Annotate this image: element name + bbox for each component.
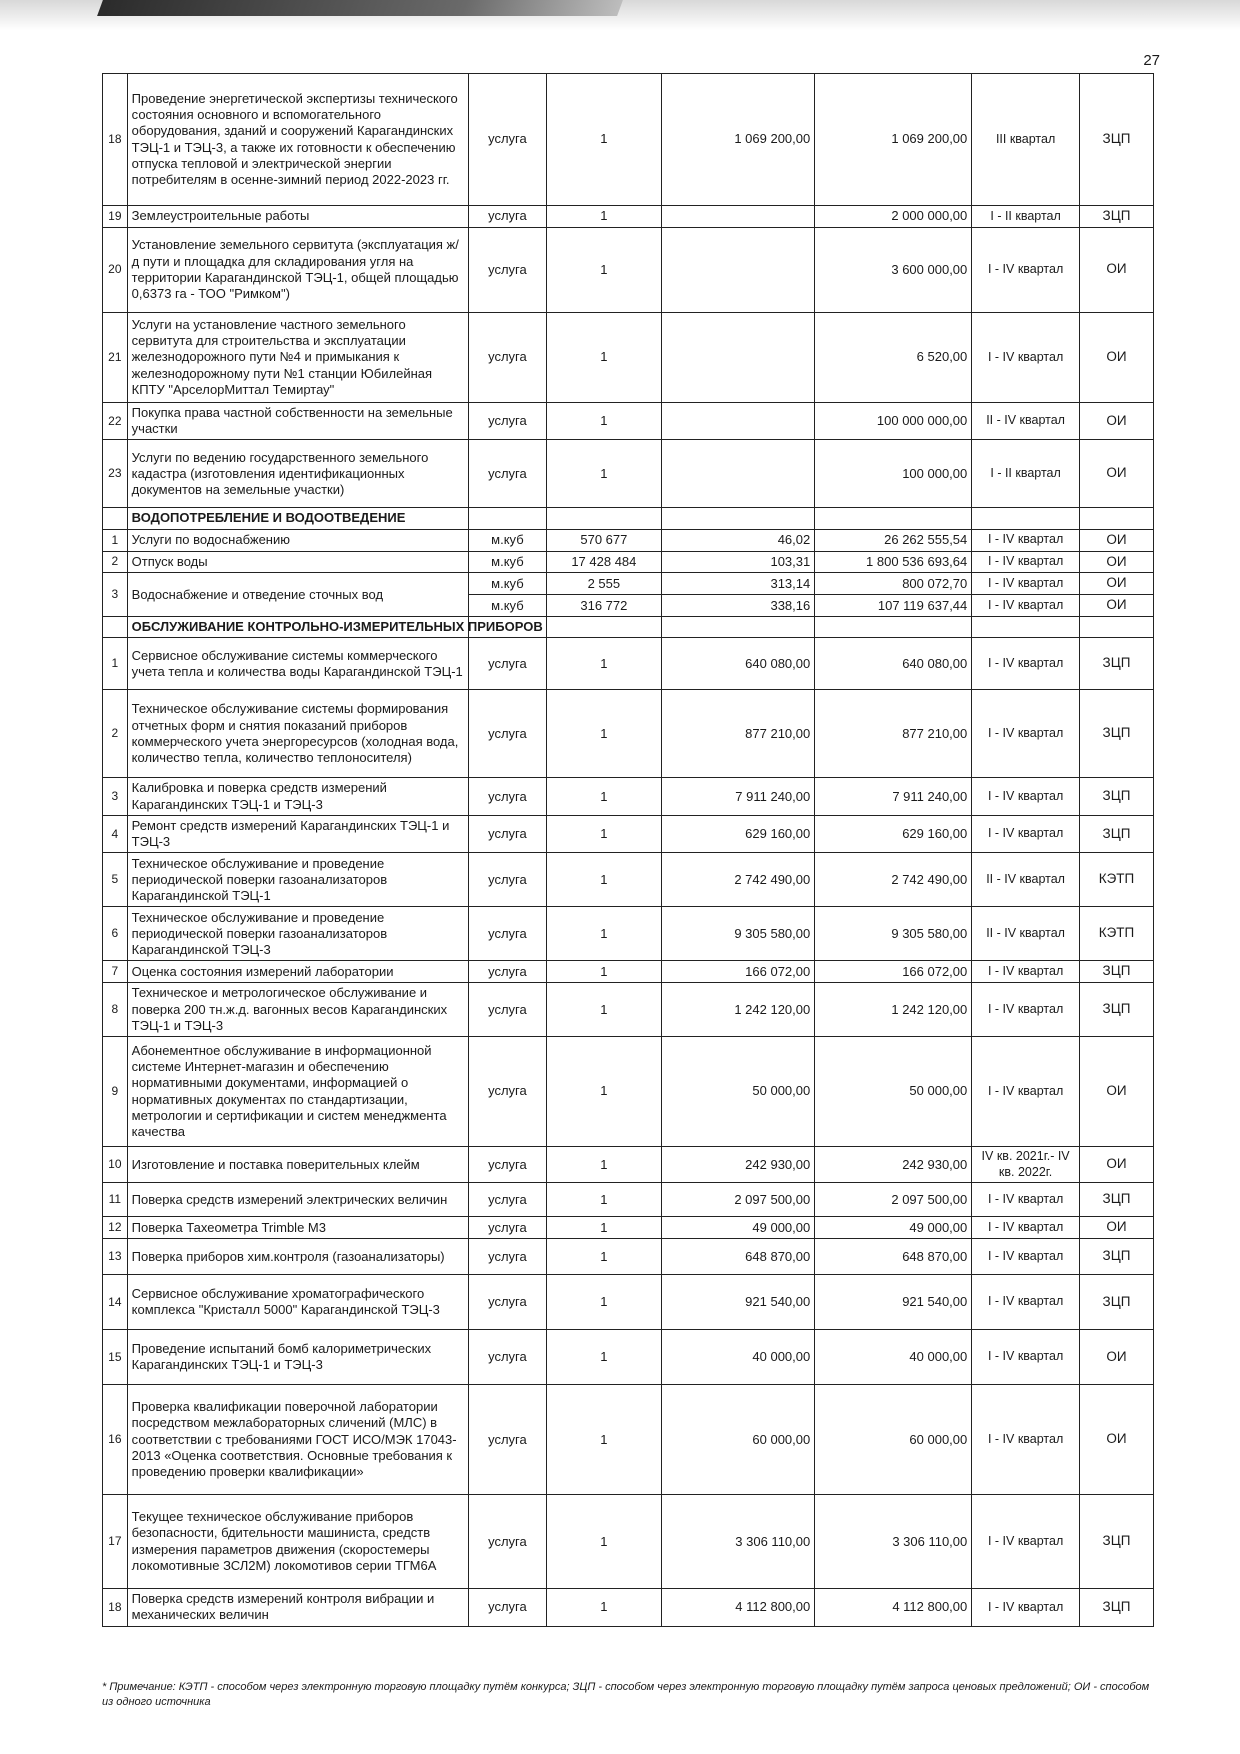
table-row — [103, 853, 1154, 907]
row-period: II - IV квартал — [972, 907, 1080, 961]
row-number: 5 — [103, 853, 128, 907]
row-total: 6 520,00 — [815, 312, 972, 402]
row-quantity: 1 — [547, 1239, 661, 1275]
row-method: ЗЦП — [1079, 1495, 1153, 1589]
row-method: ОИ — [1079, 529, 1153, 551]
row-total: 648 870,00 — [815, 1239, 972, 1275]
row-period: I - IV квартал — [972, 573, 1080, 595]
row-period: I - IV квартал — [972, 1589, 1080, 1627]
row-unit: услуга — [468, 206, 547, 228]
row-quantity: 1 — [547, 815, 661, 853]
row-total: 40 000,00 — [815, 1330, 972, 1385]
row-number: 11 — [103, 1183, 128, 1217]
row-number: 23 — [103, 440, 128, 508]
row-period: I - IV квартал — [972, 1495, 1080, 1589]
row-period: I - IV квартал — [972, 529, 1080, 551]
row-total: 1 069 200,00 — [815, 74, 972, 206]
row-total: 166 072,00 — [815, 961, 972, 983]
row-unit: услуга — [468, 1495, 547, 1589]
row-number: 18 — [103, 1589, 128, 1627]
row-price: 1 242 120,00 — [661, 983, 815, 1037]
row-description: Поверка приборов хим.контроля (газоанализаторы) — [127, 1239, 468, 1275]
row-price: 921 540,00 — [661, 1275, 815, 1330]
row-quantity: 1 — [547, 206, 661, 228]
table-row — [103, 1037, 1154, 1147]
row-price: 1 069 200,00 — [661, 74, 815, 206]
row-unit: услуга — [468, 402, 547, 440]
row-method: ЗЦП — [1079, 206, 1153, 228]
row-quantity: 1 — [547, 312, 661, 402]
table-row — [103, 1147, 1154, 1183]
section-title: ОБСЛУЖИВАНИЕ КОНТРОЛЬНО-ИЗМЕРИТЕЛЬНЫХ ПРИБОРОВ — [127, 617, 468, 638]
row-method: ОИ — [1079, 1385, 1153, 1495]
row-price — [661, 206, 815, 228]
row-period: I - IV квартал — [972, 638, 1080, 690]
row-total: 640 080,00 — [815, 638, 972, 690]
row-number: 3 — [103, 573, 128, 617]
row-price: 4 112 800,00 — [661, 1589, 815, 1627]
row-quantity: 1 — [547, 227, 661, 312]
row-unit: услуга — [468, 815, 547, 853]
row-quantity: 1 — [547, 983, 661, 1037]
row-method: КЭТП — [1079, 907, 1153, 961]
row-unit: услуга — [468, 1239, 547, 1275]
table-row — [103, 983, 1154, 1037]
row-method: ОИ — [1079, 1330, 1153, 1385]
row-unit: услуга — [468, 983, 547, 1037]
row-quantity: 1 — [547, 778, 661, 816]
row-number: 12 — [103, 1217, 128, 1239]
row-unit: услуга — [468, 1275, 547, 1330]
table-row — [103, 1217, 1154, 1239]
row-price — [661, 402, 815, 440]
row-method: ЗЦП — [1079, 961, 1153, 983]
row-total: 4 112 800,00 — [815, 1589, 972, 1627]
row-number: 20 — [103, 227, 128, 312]
row-quantity: 1 — [547, 74, 661, 206]
table-row — [103, 551, 1154, 573]
row-description: Абонементное обслуживание в информационной системе Интернет-магазин и обеспечению нормативными документами, информацией о нормативных документах по стандартизации, метрологии и сертификации и систем менеджмента качества — [127, 1037, 468, 1147]
row-description: Поверка Тахеометра Trimble M3 — [127, 1217, 468, 1239]
row-total: 7 911 240,00 — [815, 778, 972, 816]
row-period: I - IV квартал — [972, 778, 1080, 816]
row-price: 9 305 580,00 — [661, 907, 815, 961]
row-quantity: 1 — [547, 1589, 661, 1627]
row-period: I - IV квартал — [972, 551, 1080, 573]
row-description: Сервисное обслуживание хроматографического комплекса "Кристалл 5000" Карагандинской ТЭЦ-3 — [127, 1275, 468, 1330]
row-number: 8 — [103, 983, 128, 1037]
row-method: ОИ — [1079, 440, 1153, 508]
row-quantity: 1 — [547, 402, 661, 440]
row-number: 1 — [103, 529, 128, 551]
table-row — [103, 312, 1154, 402]
table-row — [103, 206, 1154, 228]
row-quantity: 1 — [547, 1147, 661, 1183]
row-price: 629 160,00 — [661, 815, 815, 853]
row-total: 100 000,00 — [815, 440, 972, 508]
row-price: 60 000,00 — [661, 1385, 815, 1495]
row-description: Услуги на установление частного земельного сервитута для строительства и эксплуатации железнодорожного пути №4 и примыкания к железнодорожному пути №1 станции Юбилейная КПТУ "АрселорМиттал Темиртау" — [127, 312, 468, 402]
row-description: Техническое обслуживание и проведение периодической поверки газоанализаторов Карагандинской ТЭЦ-1 — [127, 853, 468, 907]
row-period: I - IV квартал — [972, 595, 1080, 617]
row-period: I - IV квартал — [972, 227, 1080, 312]
row-quantity: 1 — [547, 1183, 661, 1217]
row-number: 3 — [103, 778, 128, 816]
row-description: Изготовление и поставка поверительных клейм — [127, 1147, 468, 1183]
row-method: ЗЦП — [1079, 690, 1153, 778]
row-total: 921 540,00 — [815, 1275, 972, 1330]
table-row — [103, 778, 1154, 816]
row-quantity: 1 — [547, 1330, 661, 1385]
row-method: ОИ — [1079, 1147, 1153, 1183]
row-number: 18 — [103, 74, 128, 206]
row-number: 4 — [103, 815, 128, 853]
row-unit: услуга — [468, 440, 547, 508]
row-total: 107 119 637,44 — [815, 595, 972, 617]
row-method: ОИ — [1079, 227, 1153, 312]
table-row — [103, 1275, 1154, 1330]
row-quantity: 1 — [547, 1217, 661, 1239]
row-unit: услуга — [468, 1147, 547, 1183]
row-price: 50 000,00 — [661, 1037, 815, 1147]
row-price — [661, 227, 815, 312]
row-total: 1 800 536 693,64 — [815, 551, 972, 573]
procurement-table — [102, 73, 1154, 1627]
table-row — [103, 815, 1154, 853]
row-unit: услуга — [468, 1385, 547, 1495]
table-row — [103, 529, 1154, 551]
row-price: 103,31 — [661, 551, 815, 573]
row-description: Техническое обслуживание и проведение периодической поверки газоанализаторов Карагандинской ТЭЦ-3 — [127, 907, 468, 961]
row-period: III квартал — [972, 74, 1080, 206]
row-total: 877 210,00 — [815, 690, 972, 778]
row-quantity: 1 — [547, 638, 661, 690]
table-row — [103, 573, 1154, 595]
table-row — [103, 74, 1154, 206]
row-unit: услуга — [468, 312, 547, 402]
row-number: 2 — [103, 690, 128, 778]
row-quantity: 17 428 484 — [547, 551, 661, 573]
row-quantity: 1 — [547, 440, 661, 508]
row-unit: услуга — [468, 778, 547, 816]
table-row — [103, 690, 1154, 778]
row-number: 15 — [103, 1330, 128, 1385]
row-method: ЗЦП — [1079, 74, 1153, 206]
table-row — [103, 638, 1154, 690]
row-quantity: 1 — [547, 1275, 661, 1330]
row-total: 2 097 500,00 — [815, 1183, 972, 1217]
table-row — [103, 227, 1154, 312]
row-period: I - IV квартал — [972, 1330, 1080, 1385]
row-number: 10 — [103, 1147, 128, 1183]
scan-fold — [97, 0, 623, 16]
row-period: I - IV квартал — [972, 1217, 1080, 1239]
row-unit: услуга — [468, 690, 547, 778]
row-total: 800 072,70 — [815, 573, 972, 595]
row-description: Поверка средств измерений контроля вибрации и механических величин — [127, 1589, 468, 1627]
row-quantity: 1 — [547, 1037, 661, 1147]
row-number: 16 — [103, 1385, 128, 1495]
row-method: ЗЦП — [1079, 983, 1153, 1037]
row-method: ЗЦП — [1079, 1589, 1153, 1627]
row-price: 166 072,00 — [661, 961, 815, 983]
row-description: Калибровка и поверка средств измерений Карагандинских ТЭЦ-1 и ТЭЦ-3 — [127, 778, 468, 816]
row-total: 1 242 120,00 — [815, 983, 972, 1037]
row-period: II - IV квартал — [972, 853, 1080, 907]
row-price: 877 210,00 — [661, 690, 815, 778]
row-price: 46,02 — [661, 529, 815, 551]
row-unit: услуга — [468, 853, 547, 907]
row-method: ОИ — [1079, 595, 1153, 617]
row-period: IV кв. 2021г.- IV кв. 2022г. — [972, 1147, 1080, 1183]
row-price — [661, 440, 815, 508]
row-total: 50 000,00 — [815, 1037, 972, 1147]
row-period: I - IV квартал — [972, 312, 1080, 402]
row-description: Отпуск воды — [127, 551, 468, 573]
row-quantity: 316 772 — [547, 595, 661, 617]
row-total: 26 262 555,54 — [815, 529, 972, 551]
row-number: 17 — [103, 1495, 128, 1589]
row-total: 3 600 000,00 — [815, 227, 972, 312]
row-price: 7 911 240,00 — [661, 778, 815, 816]
row-number: 19 — [103, 206, 128, 228]
row-unit: услуга — [468, 907, 547, 961]
row-number: 1 — [103, 638, 128, 690]
row-method: КЭТП — [1079, 853, 1153, 907]
row-unit: м.куб — [468, 551, 547, 573]
row-unit: услуга — [468, 1330, 547, 1385]
row-total: 49 000,00 — [815, 1217, 972, 1239]
table-row — [103, 402, 1154, 440]
row-method: ОИ — [1079, 402, 1153, 440]
row-number: 21 — [103, 312, 128, 402]
row-quantity: 1 — [547, 690, 661, 778]
row-unit: услуга — [468, 227, 547, 312]
row-method: ЗЦП — [1079, 638, 1153, 690]
row-description: Сервисное обслуживание системы коммерческого учета тепла и количества воды Карагандинской ТЭЦ-1 — [127, 638, 468, 690]
row-period: I - IV квартал — [972, 815, 1080, 853]
row-total: 629 160,00 — [815, 815, 972, 853]
table-row — [103, 1589, 1154, 1627]
row-method: ОИ — [1079, 312, 1153, 402]
row-period: I - IV квартал — [972, 1239, 1080, 1275]
row-unit: услуга — [468, 1183, 547, 1217]
table-row — [103, 1495, 1154, 1589]
row-price: 49 000,00 — [661, 1217, 815, 1239]
row-unit: м.куб — [468, 573, 547, 595]
row-method: ОИ — [1079, 1217, 1153, 1239]
row-total: 3 306 110,00 — [815, 1495, 972, 1589]
section-header-row — [103, 508, 1154, 529]
row-total: 2 742 490,00 — [815, 853, 972, 907]
row-unit: услуга — [468, 961, 547, 983]
row-method: ЗЦП — [1079, 1183, 1153, 1217]
row-quantity: 1 — [547, 1495, 661, 1589]
row-price — [661, 312, 815, 402]
section-header-row — [103, 617, 1154, 638]
row-description: Покупка права частной собственности на земельные участки — [127, 402, 468, 440]
row-description: Текущее техническое обслуживание приборов безопасности, бдительности машиниста, средств измерения параметров движения (скоростемеры локомотивные ЗСЛ2М) локомотивов серии ТГМ6А — [127, 1495, 468, 1589]
row-period: I - II квартал — [972, 206, 1080, 228]
row-period: I - IV квартал — [972, 1275, 1080, 1330]
row-quantity: 570 677 — [547, 529, 661, 551]
row-period: I - IV квартал — [972, 961, 1080, 983]
row-quantity: 1 — [547, 961, 661, 983]
table-row — [103, 907, 1154, 961]
row-quantity: 1 — [547, 853, 661, 907]
row-description: Проверка квалификации поверочной лаборатории посредством межлабораторных сличений (МЛС) в соответствии с требованиями ГОСТ ИСО/МЭК 17043-2013 «Оценка соответствия. Основные требования к проведению проверки квалификации» — [127, 1385, 468, 1495]
row-total: 100 000 000,00 — [815, 402, 972, 440]
row-price: 242 930,00 — [661, 1147, 815, 1183]
row-description: Оценка состояния измерений лаборатории — [127, 961, 468, 983]
row-method: ОИ — [1079, 1037, 1153, 1147]
row-total: 9 305 580,00 — [815, 907, 972, 961]
row-method: ЗЦП — [1079, 778, 1153, 816]
table-row — [103, 440, 1154, 508]
table-row — [103, 1183, 1154, 1217]
row-number: 14 — [103, 1275, 128, 1330]
row-period: I - IV квартал — [972, 1037, 1080, 1147]
row-period: I - II квартал — [972, 440, 1080, 508]
row-quantity: 1 — [547, 907, 661, 961]
table-row — [103, 1385, 1154, 1495]
row-description: Установление земельного сервитута (эксплуатация ж/д пути и площадка для складирования угля на территории Карагандинской ТЭЦ-1, общей площадью 0,6373 га - ТОО "Римком") — [127, 227, 468, 312]
row-description: Услуги по водоснабжению — [127, 529, 468, 551]
row-price: 3 306 110,00 — [661, 1495, 815, 1589]
row-description: Техническое обслуживание системы формирования отчетных форм и снятия показаний приборов коммерческого учета энергоресурсов (холодная вода, количество тепла, количество теплоносителя) — [127, 690, 468, 778]
row-unit: услуга — [468, 638, 547, 690]
row-description: Поверка средств измерений электрических величин — [127, 1183, 468, 1217]
row-description: Проведение энергетической экспертизы технического состояния основного и вспомогательного оборудования, зданий и сооружений Карагандинских ТЭЦ-1 и ТЭЦ-3, а также их готовности к обеспечению отпуска тепловой и электрической энергии потребителям в осенне-зимний период 2022-2023 гг. — [127, 74, 468, 206]
row-description: Проведение испытаний бомб калориметрических Карагандинских ТЭЦ-1 и ТЭЦ-3 — [127, 1330, 468, 1385]
row-price: 338,16 — [661, 595, 815, 617]
table-row — [103, 961, 1154, 983]
row-unit: м.куб — [468, 595, 547, 617]
row-number: 9 — [103, 1037, 128, 1147]
row-price: 313,14 — [661, 573, 815, 595]
row-method: ОИ — [1079, 551, 1153, 573]
row-method: ОИ — [1079, 573, 1153, 595]
row-total: 242 930,00 — [815, 1147, 972, 1183]
row-quantity: 1 — [547, 1385, 661, 1495]
row-description: Услуги по ведению государственного земельного кадастра (изготовления идентификационных документов на земельные участки) — [127, 440, 468, 508]
row-number: 2 — [103, 551, 128, 573]
row-period: I - IV квартал — [972, 1183, 1080, 1217]
row-total: 60 000,00 — [815, 1385, 972, 1495]
page-number: 27 — [1143, 52, 1160, 69]
table-row — [103, 1239, 1154, 1275]
row-total: 2 000 000,00 — [815, 206, 972, 228]
row-quantity: 2 555 — [547, 573, 661, 595]
row-number: 7 — [103, 961, 128, 983]
row-method: ЗЦП — [1079, 1239, 1153, 1275]
row-method: ЗЦП — [1079, 815, 1153, 853]
row-description: Техническое и метрологическое обслуживание и поверка 200 тн.ж.д. вагонных весов Карагандинских ТЭЦ-1 и ТЭЦ-3 — [127, 983, 468, 1037]
section-title: ВОДОПОТРЕБЛЕНИЕ И ВОДООТВЕДЕНИЕ — [127, 508, 468, 529]
row-unit: услуга — [468, 74, 547, 206]
row-description: Землеустроительные работы — [127, 206, 468, 228]
row-description: Водоснабжение и отведение сточных вод — [127, 573, 468, 617]
row-unit: услуга — [468, 1217, 547, 1239]
row-method: ЗЦП — [1079, 1275, 1153, 1330]
row-number: 22 — [103, 402, 128, 440]
row-unit: услуга — [468, 1589, 547, 1627]
row-price: 640 080,00 — [661, 638, 815, 690]
footnote: * Примечание: КЭТП - способом через электронную торговую площадку путём конкурса; ЗЦП - способом через электронную торговую площадку путём запроса ценовых предложений; ОИ - способом из одного источника — [102, 1681, 1150, 1708]
row-number: 13 — [103, 1239, 128, 1275]
row-price: 648 870,00 — [661, 1239, 815, 1275]
row-period: I - IV квартал — [972, 983, 1080, 1037]
row-period: I - IV квартал — [972, 690, 1080, 778]
row-period: I - IV квартал — [972, 1385, 1080, 1495]
row-description: Ремонт средств измерений Карагандинских ТЭЦ-1 и ТЭЦ-3 — [127, 815, 468, 853]
row-unit: м.куб — [468, 529, 547, 551]
row-period: II - IV квартал — [972, 402, 1080, 440]
row-price: 2 097 500,00 — [661, 1183, 815, 1217]
table-row — [103, 1330, 1154, 1385]
row-number: 6 — [103, 907, 128, 961]
row-price: 40 000,00 — [661, 1330, 815, 1385]
row-price: 2 742 490,00 — [661, 853, 815, 907]
row-unit: услуга — [468, 1037, 547, 1147]
